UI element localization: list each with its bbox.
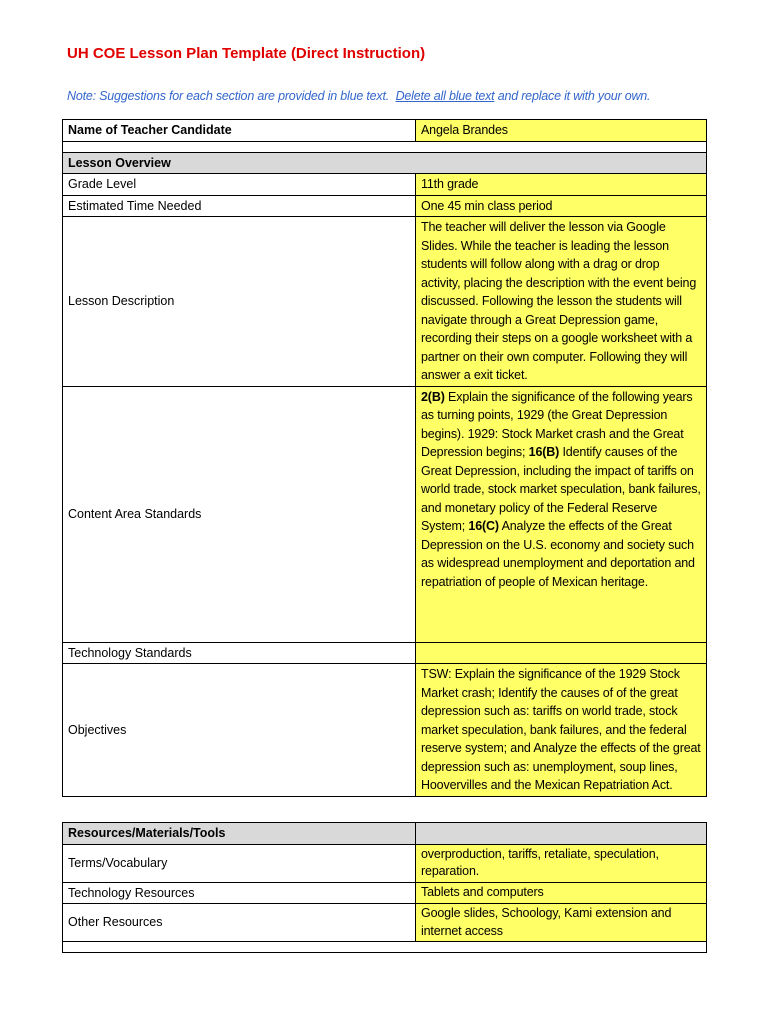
description-row bbox=[63, 217, 707, 387]
overview-header: Lesson Overview bbox=[63, 152, 707, 174]
time-label: Estimated Time Needed bbox=[63, 195, 416, 217]
note-prefix: Note: Suggestions for each section are provided in blue text. bbox=[67, 89, 390, 103]
tech-resources-value[interactable]: Tablets and computers bbox=[416, 882, 707, 904]
content-standards-row bbox=[63, 386, 707, 642]
lesson-overview-table bbox=[62, 119, 707, 797]
tech-resources-label: Technology Resources bbox=[63, 882, 416, 904]
tech-standards-row bbox=[63, 642, 707, 664]
content-label: Content Area Standards bbox=[63, 386, 416, 642]
delete-blue-text-link[interactable]: Delete all blue text bbox=[395, 89, 495, 103]
standard-text-16b: Identify causes of the Great Depression, including the impact of tariffs on world trade, stock market speculation, bank failures, and monetary policy of the Federal Reserve System; bbox=[421, 445, 701, 533]
objectives-label: Objectives bbox=[63, 664, 416, 797]
standard-code-2b: 2(B) bbox=[421, 389, 445, 404]
description-label: Lesson Description bbox=[63, 217, 416, 387]
other-resources-value[interactable]: Google slides, Schoology, Kami extension and internet access bbox=[416, 904, 707, 942]
resources-spacer-cell bbox=[63, 942, 707, 953]
resources-table bbox=[62, 822, 707, 953]
resources-header-row bbox=[63, 823, 707, 845]
time-row bbox=[63, 195, 707, 217]
tech-standards-value[interactable] bbox=[416, 642, 707, 664]
terms-row bbox=[63, 844, 707, 882]
description-value[interactable]: The teacher will deliver the lesson via Google Slides. While the teacher is leading the lesson students will follow along with a drag or drop activity, placing the description with the event being discussed. Following the lesson the students will navigate through a Great Depression game, recording their steps on a google worksheet with a partner on their own computer. Following they will answer a exit ticket. bbox=[416, 217, 707, 387]
teacher-value[interactable]: Angela Brandes bbox=[416, 120, 707, 142]
teacher-label: Name of Teacher Candidate bbox=[63, 120, 416, 142]
grade-value[interactable]: 11th grade bbox=[416, 174, 707, 196]
objectives-value[interactable]: TSW: Explain the significance of the 1929 Stock Market crash; Identify the causes of of the great depression such as: tariffs on world trade, stock market speculation, bank failures, and the federal reserve system; and Analyze the effects of the great depression such as: unemployment, soup lines, Hoovervilles and the Mexican Repatriation Act. bbox=[416, 664, 707, 797]
spacer-cell bbox=[63, 141, 707, 152]
grade-row bbox=[63, 174, 707, 196]
standard-code-16c: 16(C) bbox=[468, 519, 499, 533]
instruction-note bbox=[67, 89, 650, 103]
standard-text-2b: Explain the significance of the following years as turning points, 1929 (the Great Depression begins). 1929: Stock Market crash and the Great Depression begins; bbox=[421, 389, 693, 459]
other-resources-label: Other Resources bbox=[63, 904, 416, 942]
objectives-row bbox=[63, 664, 707, 797]
page-title: UH COE Lesson Plan Template (Direct Instruction) bbox=[67, 45, 426, 62]
terms-label: Terms/Vocabulary bbox=[63, 844, 416, 882]
other-resources-row bbox=[63, 904, 707, 942]
grade-label: Grade Level bbox=[63, 174, 416, 196]
overview-header-row bbox=[63, 152, 707, 174]
spacer-row bbox=[63, 141, 707, 152]
content-value[interactable] bbox=[416, 386, 707, 642]
resources-header: Resources/Materials/Tools bbox=[63, 823, 416, 845]
tech-standards-label: Technology Standards bbox=[63, 642, 416, 664]
standard-code-16b: 16(B) bbox=[528, 445, 560, 459]
resources-header-fill bbox=[416, 823, 707, 845]
teacher-row bbox=[63, 120, 707, 142]
time-value[interactable]: One 45 min class period bbox=[416, 195, 707, 217]
note-suffix: and replace it with your own. bbox=[494, 89, 651, 103]
standard-text-16c: Analyze the effects of the Great Depression on the U.S. economy and society such as widespread unemployment and deportation and repatriation of people of Mexican heritage. bbox=[421, 519, 695, 589]
terms-value[interactable]: overproduction, tariffs, retaliate, speculation, reparation. bbox=[416, 844, 707, 882]
resources-spacer-row bbox=[63, 942, 707, 953]
tech-resources-row bbox=[63, 882, 707, 904]
